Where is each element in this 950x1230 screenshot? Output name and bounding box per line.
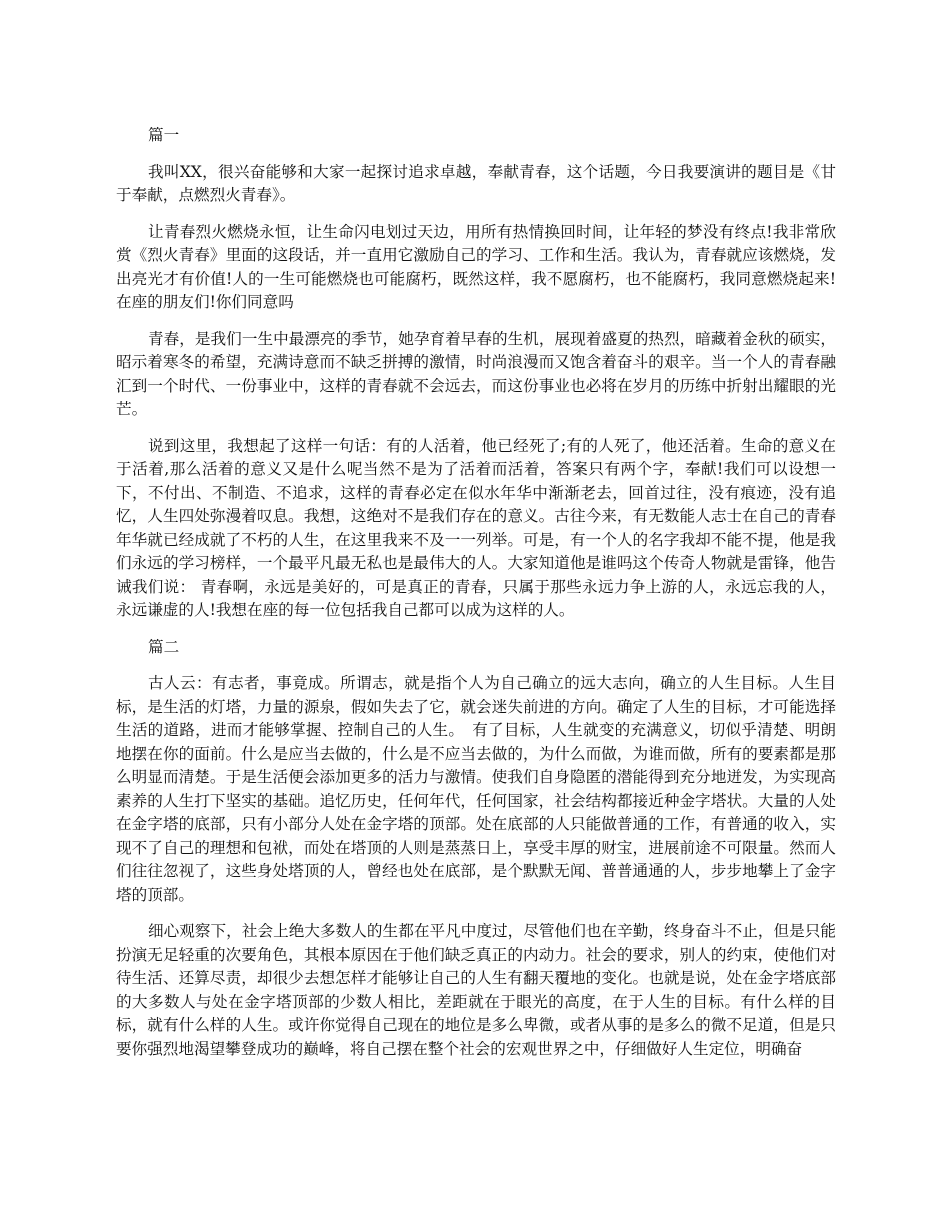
paragraph: 古人云：有志者，事竟成。所谓志，就是指个人为自己确立的远大志向，确立的人生目标。人生目标，是生活的灯塔，力量的源泉，假如失去了它，就会迷失前进的方向。确定了人生的目标，才可能选择生活的道路，进而才能够掌握、控制自己的人生。 有了目标，人生就变的充满意义，切似乎清楚、明朗地摆在你的面前。什么是应当去做的，什么是不应当去做的，为什么而做，为谁而做，所有的要素都是那么明显而清楚。于是生活便会添加更多的活力与激情。使我们自身隐匿的潜能得到充分地迸发，为实现高素养的人生打下坚实的基础。追忆历史，任何年代，任何国家，社会结构都接近种金字塔状。大量的人处在金字塔的底部，只有小部分人处在金字塔的顶部。处在底部的人只能做普通的工作，有普通的收入，实现不了自己的理想和包袱，而处在塔顶的人则是蒸蒸日上，享受丰厚的财宝，进展前途不可限量。然而人们往往忽视了，这些身处塔顶的人，曾经也处在底部，是个默默无闻、普普通通的人，步步地攀上了金字塔的顶部。 — [116, 674, 836, 904]
paragraph: 我叫XX，很兴奋能够和大家一起探讨追求卓越，奉献青春，这个话题，今日我要演讲的题目是《甘于奉献，点燃烈火青春》。 — [116, 162, 836, 204]
paragraph: 说到这里，我想起了这样一句话：有的人活着，他已经死了;有的人死了，他还活着。生命的意义在于活着,那么活着的意义又是什么呢当然不是为了活着而活着，答案只有两个字，奉献!我们可以设想一下，不付出、不制造、不追求，这样的青春必定在似水年华中渐渐老去，回首过往，没有痕迹，没有追忆，人生四处弥漫着叹息。我想，这绝对不是我们存在的意义。古往今来，有无数能人志士在自己的青春年华就已经成就了不朽的人生，在这里我来不及一一列举。可是，有一个人的名字我却不能不提，他是我们永远的学习榜样，一个最平凡最无私也是最伟大的人。大家知道他是谁吗这个传奇人物就是雷锋，他告诫我们说： 青春啊，永远是美好的，可是真正的青春，只属于那些永远力争上游的人，永远忘我的人，永远谦虚的人!我想在座的每一位包括我自己都可以成为这样的人。 — [116, 436, 836, 619]
section-heading-1: 篇一 — [148, 126, 180, 144]
section-heading-2: 篇二 — [148, 637, 180, 656]
paragraph: 细心观察下，社会上绝大多数人的生都在平凡中度过，尽管他们也在辛勤，终身奋斗不止，但是只能扮演无足轻重的次要角色，其根本原因在于他们缺乏真正的内动力。社会的要求，别人的约束，使他们对待生活、还算尽责，却很少去想怎样才能够让自己的人生有翻天覆地的变化。也就是说，处在金字塔底部的大多数人与处在金字塔顶部的少数人相比，差距就在于眼光的高度，在于人生的目标。有什么样的目标，就有什么样的人生。或许你觉得自己现在的地位是多么卑微，或者从事的是多么的微不足道，但是只要你强烈地渴望攀登成功的巅峰，将自己摆在整个社会的宏观世界之中，仔细做好人生定位，明确奋 — [116, 922, 836, 1058]
paragraph: 让青春烈火燃烧永恒，让生命闪电划过天边，用所有热情换回时间，让年轻的梦没有终点!我非常欣赏《烈火青春》里面的这段话，并一直用它激励自己的学习、工作和生活。我认为，青春就应该燃烧，发出亮光才有价值!人的一生可能燃烧也可能腐朽，既然这样，我不愿腐朽，也不能腐朽，我同意燃烧起来!在座的朋友们!你们同意吗 — [116, 222, 836, 311]
paragraph: 青春，是我们一生中最漂亮的季节，她孕育着早春的生机，展现着盛夏的热烈，暗藏着金秋的硕实，昭示着寒冬的希望，充满诗意而不缺乏拼搏的激情，时尚浪漫而又饱含着奋斗的艰辛。当一个人的青春融汇到一个时代、一份事业中，这样的青春就不会远去，而这份事业也必将在岁月的历练中折射出耀眼的光芒。 — [116, 329, 836, 418]
document-body — [116, 124, 836, 1074]
